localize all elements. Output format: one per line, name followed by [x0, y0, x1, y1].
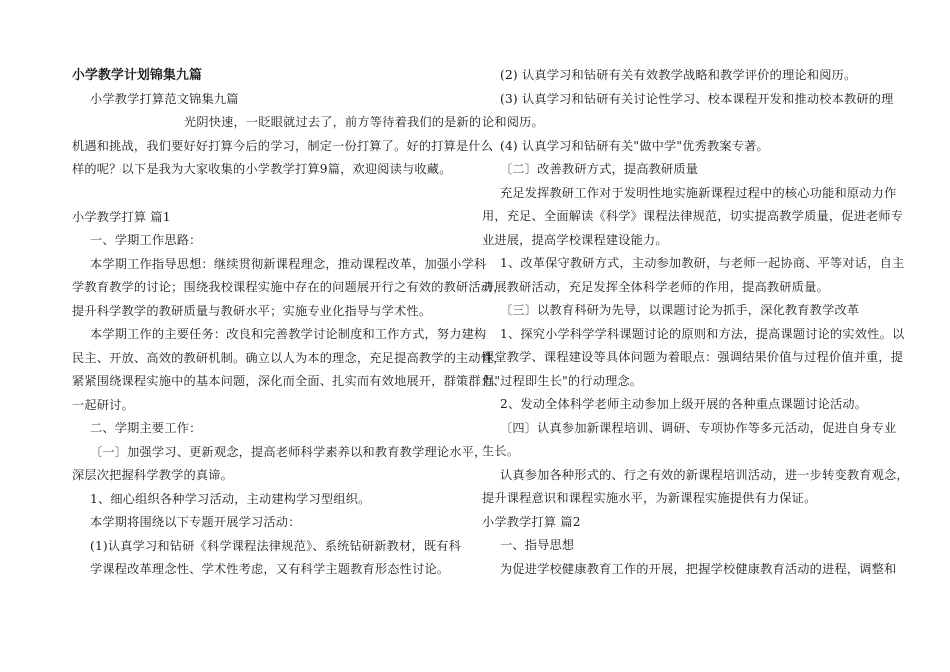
text-line: 样的呢？以下是我为大家收集的小学教学打算9篇，欢迎阅读与收藏。 — [72, 162, 452, 176]
text-line: 2、发动全体科学老师主动参加上级开展的各种重点课题讨论活动。 — [500, 397, 868, 411]
text-line: 为促进学校健康教育工作的开展，把握学校健康教育活动的进程，调整和 — [500, 561, 897, 576]
document-title: 小学教学计划锦集九篇 — [72, 68, 202, 83]
text-line: 开展教研活动，充足发挥全体科学老师的作用，提高教研质量。 — [482, 279, 829, 294]
text-line: 认真参加各种形式的、行之有效的新课程培训活动，进一步转变教育观念， — [500, 467, 909, 482]
text-line: 〔一〕加强学习、更新观念，提高老师科学素养以和教育教学理论水平， — [90, 444, 487, 459]
text-line: 二、学期主要工作： — [90, 421, 202, 435]
text-line: 提升科学教学的教研质量与教研水平；实施专业化指导与学术性。 — [72, 303, 432, 318]
text-line: 学课程改革理念性、学术性考虑，又有科学主题教育形态性讨论。 — [90, 562, 450, 576]
text-line: 〔三〕以教育科研为先导，以课题讨论为抓手，深化教育教学改革 — [500, 303, 860, 317]
text-line: 紧紧围绕课程实施中的基本问题，深化而全面、扎实而有效地展开，群策群力、 — [72, 374, 506, 388]
text-line: 小学教学打算 篇1 — [72, 209, 171, 224]
text-line: 一起研讨。 — [72, 397, 134, 412]
text-line: 1、改革保守教研方式，主动参加教研，与老师一起协商、平等对话，自主 — [500, 256, 905, 270]
text-line: 论和阅历。 — [482, 115, 544, 129]
text-line: 倡"过程即生长"的行动理念。 — [482, 373, 643, 388]
text-line: 深层次把握科学教学的真谛。 — [72, 468, 234, 482]
text-line: (1)认真学习和钻研《科学课程法律规范》、系统钻研新教材，既有科 — [90, 538, 462, 553]
text-line: 〔四〕认真参加新课程培训、调研、专项协作等多元活动，促进自身专业 — [500, 420, 897, 435]
text-line: 本学期工作的主要任务：改良和完善教学讨论制度和工作方式，努力建构 — [90, 327, 487, 341]
text-line: 本学期工作指导思想：继续贯彻新课程理念，推动课程改革，加强小学科 — [90, 256, 487, 271]
text-line: 光阴快速，一眨眼就过去了，前方等待着我们的是新的 — [184, 115, 482, 129]
text-line: 课堂教学、课程建设等具体问题为着眼点：强调结果价值与过程价值并重，提 — [482, 350, 904, 364]
right-text-column — [482, 64, 909, 581]
text-line: 1、探究小学科学学科课题讨论的原则和方法，提高课题讨论的实效性。以 — [500, 326, 905, 341]
text-line: 一、学期工作思路： — [90, 233, 202, 247]
text-line: 〔二〕改善教研方式，提高教研质量 — [500, 162, 699, 176]
text-line: 本学期将围绕以下专题开展学习活动： — [90, 515, 301, 529]
text-line: 学教育教学的讨论；围绕我校课程实施中存在的问题展开行之有效的教研活动， — [72, 280, 506, 294]
text-line: 提升课程意识和课程实施水平，为新课程实施提供有力保证。 — [482, 491, 817, 505]
text-line: 1、细心组织各种学习活动，主动建构学习型组织。 — [90, 491, 371, 506]
text-line: 一、指导思想 — [500, 538, 575, 552]
text-line: (3) 认真学习和钻研有关讨论性学习、校本课程开发和推动校本教研的理 — [500, 91, 894, 106]
text-line: 民主、开放、高效的教研机制。确立以人为本的理念，充足提高教学的主动性， — [72, 350, 506, 365]
text-line: (2) 认真学习和钻研有关有效教学战略和教学评价的理论和阅历。 — [500, 68, 857, 82]
text-line: 业进展，提高学校课程建设能力。 — [482, 232, 668, 247]
blank-line — [72, 182, 464, 206]
text-line: 小学教学打算范文锦集九篇 — [90, 91, 239, 106]
text-line: 充足发挥教研工作对于发明性地实施新课程过程中的核心功能和原动力作 — [500, 185, 897, 200]
text-line: (4) 认真学习和钻研有关"做中学"优秀教案专著。 — [500, 138, 769, 153]
text-line: 小学教学打算 篇2 — [482, 514, 581, 529]
text-line: 生长。 — [482, 444, 520, 458]
text-line: 机遇和挑战，我们要好好打算今后的学习，制定一份打算了。好的打算是什么 — [72, 138, 494, 153]
text-line: 用，充足、全面解读《科学》课程法律规范，切实提高教学质量，促进老师专 — [482, 209, 904, 223]
